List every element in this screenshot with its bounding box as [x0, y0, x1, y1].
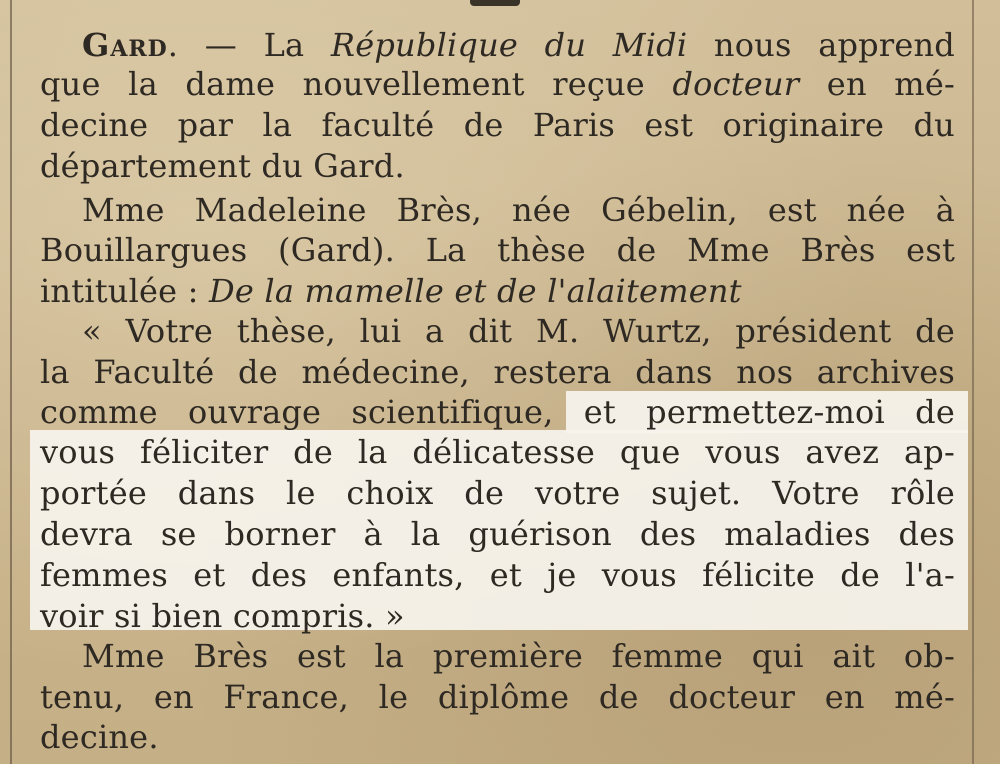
italic-text: De la mamelle et de l'alaitement: [209, 272, 742, 310]
text-run: . — La: [167, 26, 331, 64]
text-line: [40, 230, 955, 270]
text-line: [40, 392, 955, 432]
text-run: nous apprend: [687, 26, 955, 64]
text-line: [82, 190, 955, 230]
printed-rule-fragment: [470, 0, 520, 6]
text-run: portée dans le choix de votre sujet. Votre rôle: [40, 474, 955, 512]
text-run: comme ouvrage scientifique, et permettez-moi de: [40, 393, 955, 431]
italic-text: docteur: [672, 65, 800, 103]
text-line: [82, 25, 955, 65]
text-run: femmes et des enfants, et je vous félicite de l'a-: [40, 556, 955, 594]
text-run: devra se borner à la guérison des maladies des: [40, 515, 955, 553]
text-run: Mme Madeleine Brès, née Gébelin, est née à: [82, 191, 955, 229]
text-line: [40, 555, 955, 595]
text-line: [40, 596, 955, 636]
text-line: [82, 636, 955, 676]
text-run: Mme Brès est la première femme qui ait ob-: [82, 637, 955, 675]
text-line: [40, 271, 955, 311]
text-line: [40, 64, 955, 104]
text-line: [40, 352, 955, 392]
text-line: [40, 717, 955, 757]
text-run: vous féliciter de la délicatesse que vous avez ap-: [40, 433, 955, 471]
text-run: decine par la faculté de Paris est originaire du: [40, 106, 955, 144]
text-run: intitulée :: [40, 272, 210, 310]
text-line: [40, 473, 955, 513]
italic-text: République du Midi: [330, 26, 688, 64]
text-line: [40, 105, 955, 145]
text-run: voir si bien compris. »: [40, 597, 405, 635]
text-run: département du Gard.: [40, 147, 405, 185]
text-run: « Votre thèse, lui a dit M. Wurtz, président de: [82, 312, 955, 350]
place-name: Gard: [82, 26, 168, 64]
text-run: en mé-: [799, 65, 955, 103]
column-rule-right: [972, 0, 974, 764]
text-line: [40, 146, 955, 186]
text-line: [40, 432, 955, 472]
text-run: que la dame nouvellement reçue: [40, 65, 673, 103]
text-run: decine.: [40, 718, 159, 756]
text-line: [82, 311, 955, 351]
text-run: Bouillargues (Gard). La thèse de Mme Brès est: [40, 231, 955, 269]
text-line: [40, 677, 955, 717]
text-line: [40, 514, 955, 554]
column-rule-left: [10, 0, 12, 764]
text-run: tenu, en France, le diplôme de docteur en mé-: [40, 678, 955, 716]
text-run: la Faculté de médecine, restera dans nos archives: [40, 353, 955, 391]
